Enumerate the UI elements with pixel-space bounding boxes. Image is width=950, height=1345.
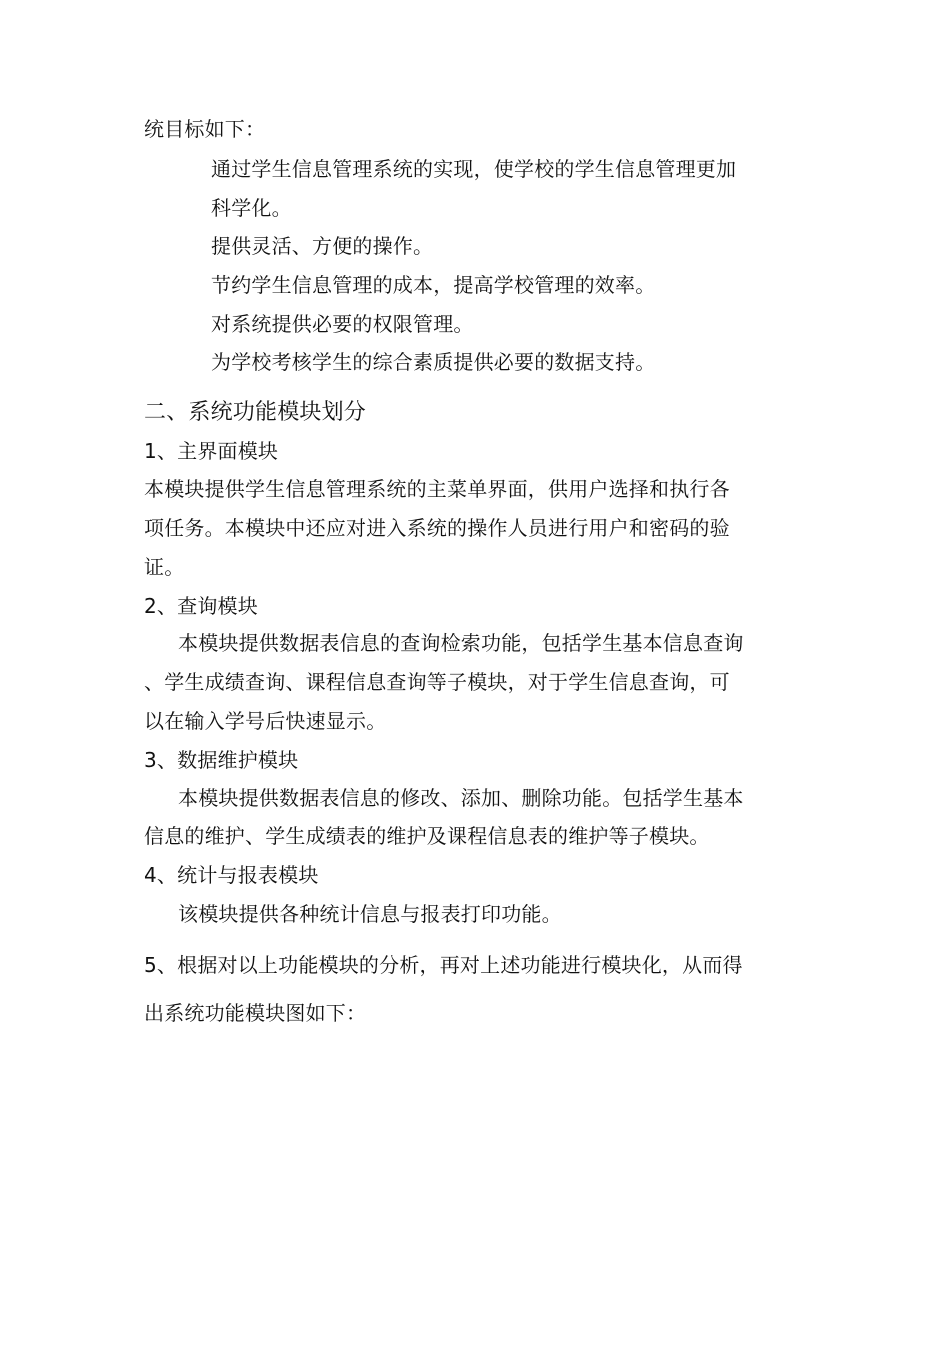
goal-item: 提供灵活、方便的操作。 <box>211 234 434 258</box>
module-heading: 4、统计与报表模块 <box>144 863 319 887</box>
module-text-line: 以在输入学号后快速显示。 <box>144 709 387 733</box>
module-text-line: 信息的维护、学生成绩表的维护及课程信息表的维护等子模块。 <box>144 824 710 848</box>
goal-item: 节约学生信息管理的成本，提高学校管理的效率。 <box>211 273 656 297</box>
module-heading: 2、查询模块 <box>144 594 258 618</box>
module-text-line: 、学生成绩查询、课程信息查询等子模块，对于学生信息查询，可 <box>144 670 730 694</box>
module-text-line: 本模块提供学生信息管理系统的主菜单界面，供用户选择和执行各 <box>144 477 730 501</box>
goal-item: 科学化。 <box>211 196 292 220</box>
module-text-line: 证。 <box>144 555 185 579</box>
module-text-line: 项任务。本模块中还应对进入系统的操作人员进行用户和密码的验 <box>144 516 730 540</box>
conclusion-line: 5、根据对以上功能模块的分析，再对上述功能进行模块化，从而得 <box>144 953 743 977</box>
module-text-line: 本模块提供数据表信息的修改、添加、删除功能。包括学生基本 <box>178 786 744 810</box>
section-title: 二、系统功能模块划分 <box>144 400 367 425</box>
goal-item: 通过学生信息管理系统的实现，使学校的学生信息管理更加 <box>211 157 737 181</box>
intro-text: 统目标如下： <box>144 117 266 141</box>
module-heading: 3、数据维护模块 <box>144 748 299 772</box>
module-heading: 1、主界面模块 <box>144 439 279 463</box>
goal-item: 为学校考核学生的综合素质提供必要的数据支持。 <box>211 350 656 374</box>
conclusion-line: 出系统功能模块图如下： <box>144 1001 367 1025</box>
module-text-line: 本模块提供数据表信息的查询检索功能，包括学生基本信息查询 <box>178 631 744 655</box>
module-text-line: 该模块提供各种统计信息与报表打印功能。 <box>178 902 562 926</box>
goal-item: 对系统提供必要的权限管理。 <box>211 312 474 336</box>
